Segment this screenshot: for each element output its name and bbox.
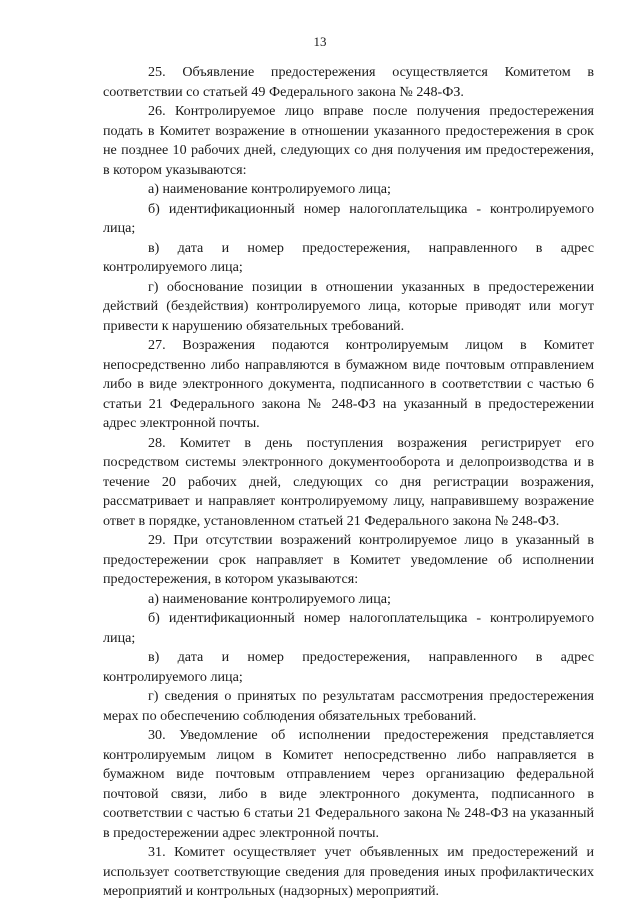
- paragraph-26-item-b: б) идентификационный номер налогоплательщика - контролируемого лица;: [103, 200, 594, 236]
- paragraph-27: 27. Возражения подаются контролируемым лицом в Комитет непосредственно либо направляются в бумажном виде почтовым отправлением либо в виде электронного документа, подписанного в соответствии с частью 6 статьи 21 Федерального закона № 248-ФЗ на указанный в предостережении адрес электронной почты.: [103, 337, 594, 431]
- page-number: 13: [313, 34, 327, 49]
- paragraph-26-item-v: в) дата и номер предостережения, направленного в адрес контролируемого лица;: [103, 239, 594, 275]
- paragraph-31: 31. Комитет осуществляет учет объявленных им предостережений и использует соответствующие сведения для проведения иных профилактических мероприятий и контрольных (надзорных) мероприятий.: [103, 844, 594, 899]
- paragraph-26-item-g: г) обоснование позиции в отношении указанных в предостережении действий (бездействия) контролируемого лица, которые приводят или могут привести к нарушению обязательных требований.: [103, 278, 594, 334]
- paragraph-28: 28. Комитет в день поступления возражения регистрирует его посредством системы электронного документооборота и делопроизводства и в течение 20 рабочих дней, следующих со дня регистрации возражения, рассматривает и направляет контролируемому лицу, направившему возражение ответ в порядке, установленном статьей 21 Федерального закона № 248-ФЗ.: [103, 434, 594, 529]
- paragraph-29-item-g: г) сведения о принятых по результатам рассмотрения предостережения мерах по обеспечению соблюдения обязательных требований.: [103, 688, 594, 724]
- paragraph-26: 26. Контролируемое лицо вправе после получения предостережения подать в Комитет возражение в отношении указанного предостережения в срок не позднее 10 рабочих дней, следующих со дня получения им предостережения, в котором указываются:: [103, 103, 594, 178]
- paragraph-30: 30. Уведомление об исполнении предостережения представляется контролируемым лицом в Комитет непосредственно либо направляется в бумажном виде почтовым отправлением через организацию федеральной почтовой связи, либо в виде электронного документа, подписанного в соответствии с частью 6 статьи 21 Федерального закона № 248-ФЗ на указанный в предостережении адрес электронной почты.: [103, 727, 594, 841]
- paragraph-29: 29. При отсутствии возражений контролируемое лицо в указанный в предостережении срок направляет в Комитет уведомление об исполнении предостережения, в котором указываются:: [103, 532, 594, 587]
- paragraph-25: 25. Объявление предостережения осуществляется Комитетом в соответствии со статьей 49 Федерального закона № 248-ФЗ.: [103, 64, 594, 100]
- paragraph-29-item-b: б) идентификационный номер налогоплательщика - контролируемого лица;: [103, 610, 594, 646]
- paragraph-29-item-a: а) наименование контролируемого лица;: [148, 590, 391, 607]
- paragraph-26-item-a: а) наименование контролируемого лица;: [148, 181, 391, 197]
- document-body: [103, 63, 594, 902]
- paragraph-29-item-v: в) дата и номер предостережения, направленного в адрес контролируемого лица;: [103, 649, 594, 685]
